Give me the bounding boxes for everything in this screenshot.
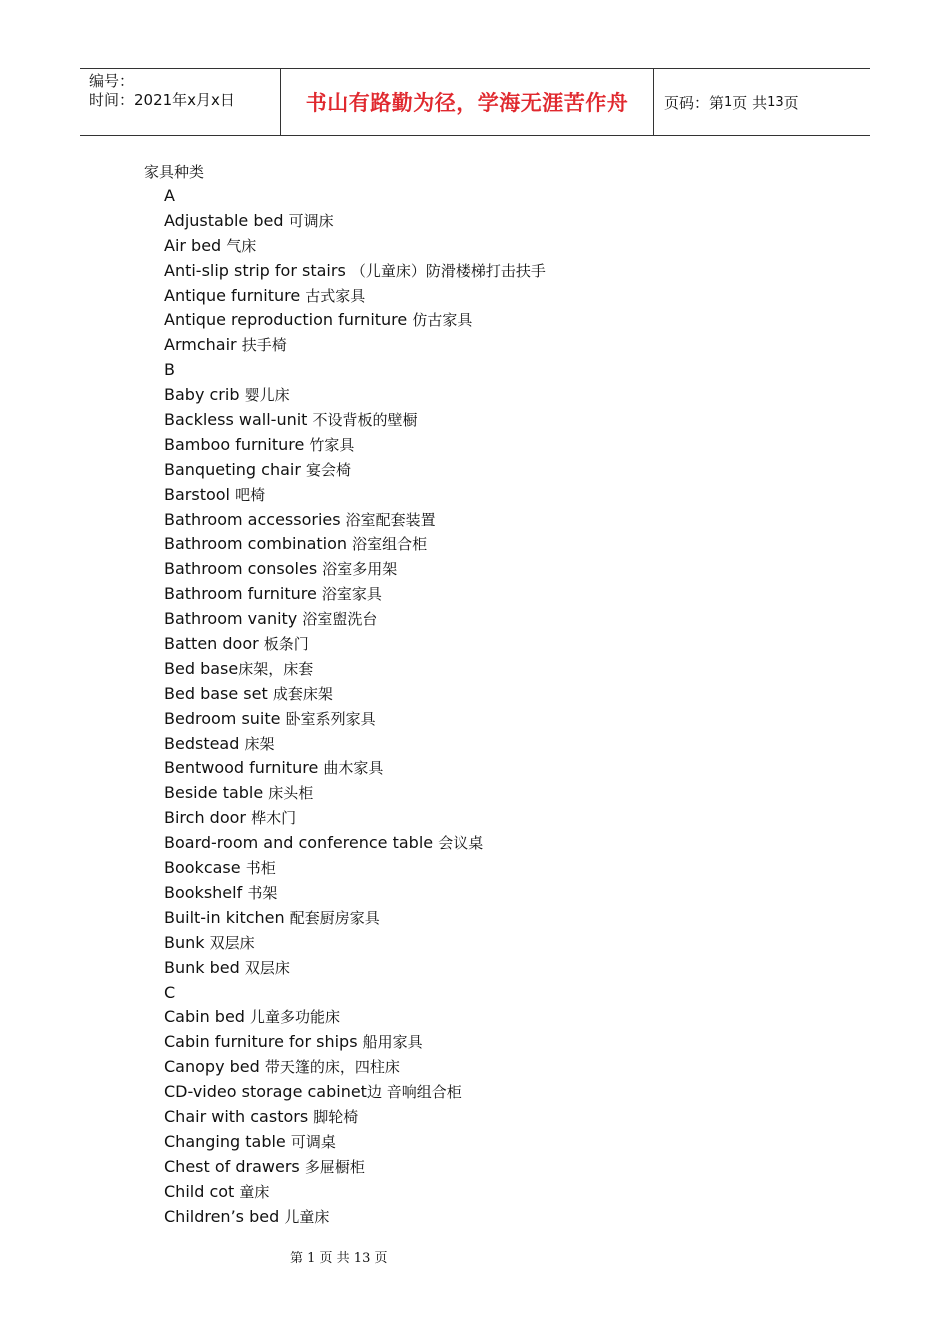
entry-english: Bunk bed bbox=[164, 957, 245, 977]
entry-chinese: 板条门 bbox=[263, 635, 309, 654]
glossary-entry bbox=[164, 607, 546, 632]
glossary-entry bbox=[164, 408, 546, 433]
glossary-entry bbox=[164, 184, 546, 209]
entry-english: Armchair bbox=[164, 335, 242, 355]
entry-english: Barstool bbox=[164, 484, 236, 504]
page-total: 13 bbox=[767, 94, 784, 110]
glossary-entry bbox=[164, 956, 546, 981]
entry-english: Chair with castors bbox=[164, 1106, 314, 1126]
entry-chinese: 气床 bbox=[226, 236, 257, 255]
glossary-entry bbox=[164, 358, 546, 383]
entry-english: Bathroom consoles bbox=[164, 559, 323, 579]
glossary-entry bbox=[164, 732, 546, 757]
entry-chinese: 卧室系列家具 bbox=[285, 709, 376, 728]
entry-english: Beside table bbox=[164, 783, 269, 803]
glossary-entry bbox=[164, 308, 546, 333]
entry-english: Bamboo furniture bbox=[164, 434, 310, 454]
glossary-entry bbox=[164, 1130, 546, 1155]
entry-chinese: 边 音响组合柜 bbox=[366, 1083, 462, 1102]
entry-english: Bed base set bbox=[164, 683, 273, 703]
page-num: 1 bbox=[724, 94, 733, 110]
entry-english: Cabin bed bbox=[164, 1007, 251, 1027]
entry-english: Backless wall-unit bbox=[164, 410, 313, 430]
entry-chinese: 不设背板的壁橱 bbox=[312, 411, 418, 430]
entry-chinese: 床架 bbox=[244, 734, 275, 753]
entry-chinese: 童床 bbox=[239, 1182, 270, 1201]
entry-english: CD-video storage cabinet bbox=[164, 1082, 367, 1102]
entry-english: Bentwood furniture bbox=[164, 758, 324, 778]
entry-english: Bathroom vanity bbox=[164, 609, 303, 629]
glossary-entry bbox=[164, 632, 546, 657]
glossary-entry bbox=[164, 806, 546, 831]
entry-chinese: 双层床 bbox=[209, 933, 255, 952]
entry-english: Changing table bbox=[164, 1131, 291, 1151]
entry-chinese: 带天篷的床，四柱床 bbox=[264, 1058, 400, 1077]
entry-english: Bathroom accessories bbox=[164, 509, 346, 529]
entry-english: Adjustable bed bbox=[164, 210, 289, 230]
entry-english: B bbox=[164, 360, 175, 380]
glossary-entry bbox=[164, 981, 546, 1006]
page-footer: 第 1 页 共 13 页 bbox=[290, 1251, 388, 1266]
glossary-entry bbox=[164, 1005, 546, 1030]
glossary-entry bbox=[164, 781, 546, 806]
time-label: 时间：2021年x月x日 bbox=[89, 91, 235, 109]
entry-english: Baby crib bbox=[164, 385, 245, 405]
glossary-entry bbox=[164, 881, 546, 906]
entry-english: Cabin furniture for ships bbox=[164, 1032, 363, 1052]
entry-english: Bathroom furniture bbox=[164, 584, 322, 604]
entry-chinese: 床架，床套 bbox=[238, 659, 314, 678]
entry-english: C bbox=[164, 982, 176, 1002]
glossary-entry bbox=[164, 532, 546, 557]
glossary-entry bbox=[164, 657, 546, 682]
entry-chinese: 配套厨房家具 bbox=[289, 908, 380, 927]
entry-english: Air bed bbox=[164, 235, 227, 255]
entry-chinese: 床头柜 bbox=[268, 784, 314, 803]
entry-english: A bbox=[164, 186, 175, 205]
glossary-entry bbox=[164, 333, 546, 358]
glossary-entry bbox=[164, 856, 546, 881]
entry-english: Bedstead bbox=[164, 733, 245, 753]
glossary-list bbox=[164, 184, 546, 1229]
entry-chinese: 书柜 bbox=[245, 859, 276, 878]
entry-chinese: 浴室盥洗台 bbox=[302, 610, 378, 629]
glossary-entry bbox=[164, 259, 546, 284]
header-page-number bbox=[654, 69, 870, 135]
glossary-entry bbox=[164, 1180, 546, 1205]
entry-chinese: 儿童床 bbox=[284, 1207, 330, 1226]
entry-english: Canopy bed bbox=[164, 1057, 265, 1077]
serial-label: 编号： bbox=[89, 72, 135, 90]
glossary-entry bbox=[164, 1105, 546, 1130]
glossary-entry bbox=[164, 1080, 546, 1105]
entry-english: Antique furniture bbox=[164, 285, 306, 305]
entry-chinese: 仿古家具 bbox=[412, 311, 473, 330]
entry-chinese: 会议桌 bbox=[438, 834, 484, 853]
page-header bbox=[80, 68, 870, 136]
entry-english: Chest of drawers bbox=[164, 1156, 305, 1176]
glossary-entry bbox=[164, 582, 546, 607]
entry-chinese: 可调床 bbox=[288, 211, 334, 230]
entry-chinese: 竹家具 bbox=[309, 435, 355, 454]
glossary-entry bbox=[164, 557, 546, 582]
entry-english: Bed base bbox=[164, 658, 239, 678]
glossary-entry bbox=[164, 234, 546, 259]
header-motto: 书山有路勤为径，学海无涯苦作舟 bbox=[281, 69, 654, 135]
entry-english: Birch door bbox=[164, 808, 252, 828]
entry-chinese: 书架 bbox=[247, 883, 278, 902]
entry-english: Child cot bbox=[164, 1181, 240, 1201]
entry-chinese: 扶手椅 bbox=[241, 336, 287, 355]
glossary-entry bbox=[164, 458, 546, 483]
glossary-entry bbox=[164, 483, 546, 508]
glossary-entry bbox=[164, 284, 546, 309]
entry-chinese: 吧椅 bbox=[235, 485, 266, 504]
entry-chinese: 婴儿床 bbox=[244, 386, 290, 405]
glossary-entry bbox=[164, 906, 546, 931]
entry-english: Anti-slip strip for stairs bbox=[164, 260, 351, 280]
entry-english: Bedroom suite bbox=[164, 708, 286, 728]
glossary-entry bbox=[164, 508, 546, 533]
entry-english: Board-room and conference table bbox=[164, 833, 439, 853]
entry-english: Banqueting chair bbox=[164, 459, 307, 479]
document-title: 家具种类 bbox=[144, 163, 205, 181]
entry-chinese: 桦木门 bbox=[251, 809, 297, 828]
entry-chinese: 古式家具 bbox=[305, 286, 366, 305]
glossary-entry bbox=[164, 383, 546, 408]
entry-chinese: 儿童多功能床 bbox=[250, 1008, 341, 1027]
entry-chinese: 浴室多用架 bbox=[322, 560, 398, 579]
glossary-entry bbox=[164, 682, 546, 707]
entry-chinese: 脚轮椅 bbox=[313, 1107, 359, 1126]
entry-chinese: 多屉橱柜 bbox=[304, 1157, 365, 1176]
glossary-entry bbox=[164, 931, 546, 956]
glossary-entry bbox=[164, 1155, 546, 1180]
glossary-entry bbox=[164, 756, 546, 781]
glossary-entry bbox=[164, 1205, 546, 1230]
page-suffix: 页 bbox=[783, 93, 799, 112]
entry-english: Built-in kitchen bbox=[164, 907, 290, 927]
glossary-entry bbox=[164, 209, 546, 234]
entry-chinese: （儿童床）防滑楼梯打击扶手 bbox=[350, 261, 546, 280]
entry-chinese: 浴室家具 bbox=[321, 585, 382, 604]
entry-chinese: 双层床 bbox=[244, 958, 290, 977]
entry-chinese: 成套床架 bbox=[272, 684, 333, 703]
entry-chinese: 可调桌 bbox=[290, 1132, 336, 1151]
entry-chinese: 浴室配套装置 bbox=[345, 510, 436, 529]
glossary-entry bbox=[164, 1030, 546, 1055]
page-mid: 页 共 bbox=[732, 93, 768, 112]
page-prefix: 页码：第 bbox=[664, 93, 725, 112]
entry-chinese: 浴室组合柜 bbox=[352, 535, 428, 554]
header-meta bbox=[80, 69, 281, 135]
entry-english: Batten door bbox=[164, 634, 264, 654]
entry-chinese: 船用家具 bbox=[362, 1033, 423, 1052]
entry-english: Bookshelf bbox=[164, 882, 248, 902]
glossary-entry bbox=[164, 831, 546, 856]
entry-english: Bunk bbox=[164, 932, 210, 952]
entry-chinese: 宴会椅 bbox=[306, 460, 352, 479]
glossary-entry bbox=[164, 433, 546, 458]
entry-english: Children’s bed bbox=[164, 1206, 285, 1226]
glossary-entry bbox=[164, 707, 546, 732]
entry-chinese: 曲木家具 bbox=[323, 759, 384, 778]
entry-english: Bookcase bbox=[164, 858, 246, 878]
entry-english: Bathroom combination bbox=[164, 534, 353, 554]
glossary-entry bbox=[164, 1055, 546, 1080]
entry-english: Antique reproduction furniture bbox=[164, 310, 413, 330]
